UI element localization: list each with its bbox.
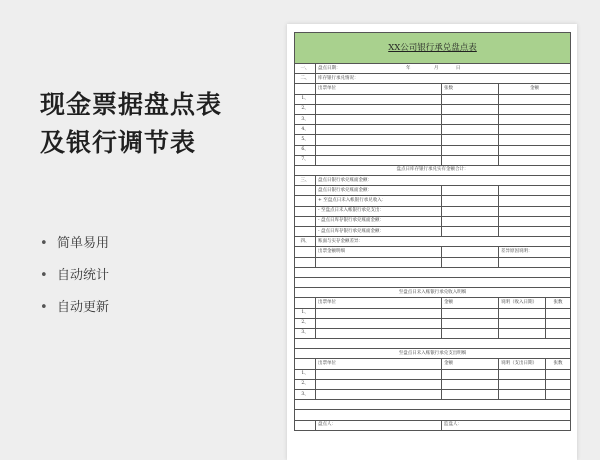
table-row: 4、	[295, 125, 571, 135]
table-row: 2、	[295, 379, 571, 389]
table-row: 盘点日银行承兑账面金额：	[295, 186, 571, 196]
feature-item: • 自动更新	[40, 300, 109, 332]
promo-title	[40, 86, 270, 162]
table-row: 7、	[295, 155, 571, 165]
signature-row: 盘点人： 监盘人：	[295, 420, 571, 430]
income-title-row: 至盘点日未入账银行承兑收入明细	[295, 288, 571, 298]
table-row: - 盘点日库存银行承兑账面金额：	[295, 227, 571, 237]
blank-row	[295, 400, 571, 410]
blank-row	[295, 410, 571, 420]
table-row: + 至盘点日未入帐银行承兑收入：	[295, 196, 571, 206]
section-4-row: 四、 账面与实存金额差异：	[295, 237, 571, 247]
income-header: 出票单位 金额 说明（收入日期） 张数	[295, 298, 571, 308]
feature-item: • 自动统计	[40, 268, 109, 300]
spreadsheet-preview	[287, 24, 577, 460]
bullet-icon: •	[40, 236, 48, 251]
sheet-title-row	[295, 33, 571, 64]
table-row: 2、	[295, 318, 571, 328]
table-row: 3、	[295, 328, 571, 338]
table-row: 1、	[295, 369, 571, 379]
total-row: 盘点日库存银行承兑实有金额合计：	[295, 165, 571, 175]
title-line-2: 及银行调节表	[40, 128, 197, 157]
section-2-row: 二、 库存银行承兑情况：	[295, 74, 571, 84]
date-row: 一、 盘点日期： 年 月 日	[295, 64, 571, 74]
bullet-icon: •	[40, 268, 48, 283]
table-row: - 至盘点日未入帐银行承兑支出：	[295, 206, 571, 216]
inventory-table	[294, 32, 571, 431]
table-row	[295, 257, 571, 267]
table-row: 1、	[295, 94, 571, 104]
table-row: 3、	[295, 390, 571, 400]
feature-item: • 简单易用	[40, 236, 109, 268]
title-line-1: 现金票据盘点表	[40, 90, 223, 119]
section-2-header: 出票单位 张数 金额	[295, 84, 571, 94]
bullet-icon: •	[40, 300, 48, 315]
blank-row	[295, 267, 571, 277]
expense-title-row: 至盘点日未入账银行承兑支出明细	[295, 349, 571, 359]
sheet-title: XX公司银行承兑盘点表	[388, 43, 477, 53]
table-row: 6、	[295, 145, 571, 155]
expense-header: 出票单位 金额 说明（支出日期） 张数	[295, 359, 571, 369]
table-row: 3、	[295, 114, 571, 124]
table-row: 5、	[295, 135, 571, 145]
table-row: 1、	[295, 308, 571, 318]
date-label: 盘点日期：	[318, 65, 341, 71]
table-row: 2、	[295, 104, 571, 114]
difference-row: 出票金额明细 差异原因说明：	[295, 247, 571, 257]
section-3-row: 三、 盘点日银行承兑账面金额：	[295, 176, 571, 186]
blank-row	[295, 339, 571, 349]
feature-list	[40, 236, 109, 332]
table-row: - 盘点日库存银行承兑账面金额：	[295, 216, 571, 226]
blank-row	[295, 277, 571, 287]
